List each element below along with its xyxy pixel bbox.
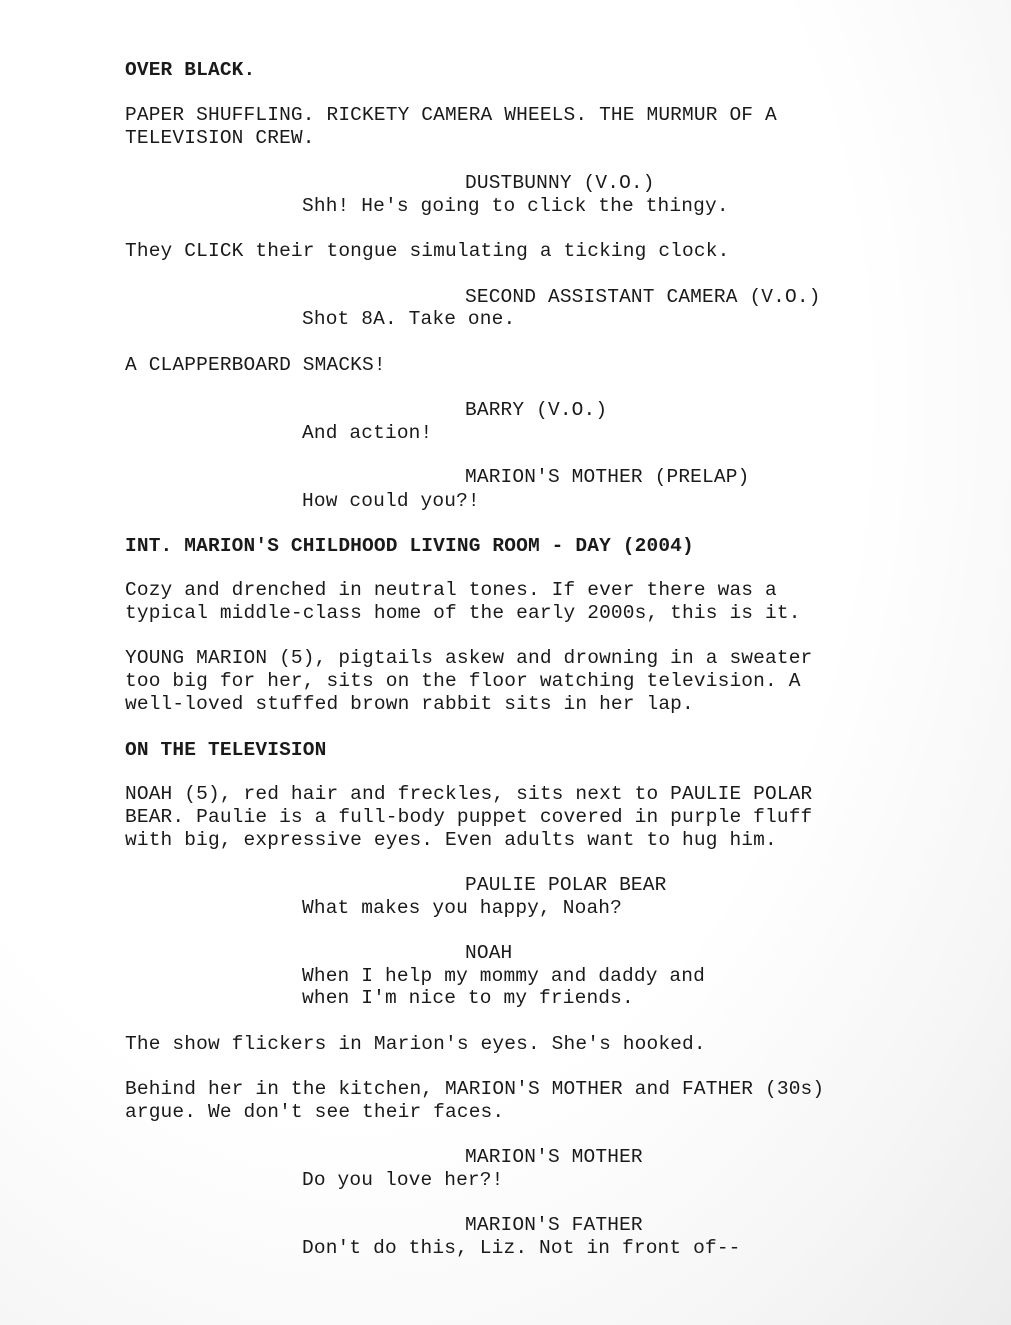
subheading: ON THE TELEVISION — [125, 739, 327, 761]
dialogue-line: What makes you happy, Noah? — [302, 897, 623, 919]
action-line: A CLAPPERBOARD SMACKS! — [125, 354, 386, 376]
action-line: YOUNG MARION (5), pigtails askew and drowning in a sweater — [125, 647, 813, 669]
dialogue-line: when I'm nice to my friends. — [302, 987, 634, 1009]
action-line: NOAH (5), red hair and freckles, sits next to PAULIE POLAR — [125, 783, 813, 805]
action-line: They CLICK their tongue simulating a ticking clock. — [125, 240, 730, 262]
dialogue-line: When I help my mommy and daddy and — [302, 965, 705, 987]
character-cue: SECOND ASSISTANT CAMERA (V.O.) — [465, 286, 821, 308]
action-line: PAPER SHUFFLING. RICKETY CAMERA WHEELS. THE MURMUR OF A — [125, 104, 777, 126]
action-line: The show flickers in Marion's eyes. She's hooked. — [125, 1033, 706, 1055]
character-cue: MARION'S FATHER — [465, 1214, 643, 1236]
action-line: too big for her, sits on the floor watching television. A — [125, 670, 801, 692]
action-line: BEAR. Paulie is a full-body puppet covered in purple fluff — [125, 806, 813, 828]
dialogue-line: Shh! He's going to click the thingy. — [302, 195, 729, 217]
character-cue: NOAH — [465, 942, 513, 964]
action-line: Behind her in the kitchen, MARION'S MOTHER and FATHER (30s) — [125, 1078, 825, 1100]
transition: OVER BLACK. — [125, 59, 256, 81]
character-cue: PAULIE POLAR BEAR — [465, 874, 667, 896]
character-cue: BARRY (V.O.) — [465, 399, 608, 421]
dialogue-line: Do you love her?! — [302, 1169, 504, 1191]
action-line: Cozy and drenched in neutral tones. If ever there was a — [125, 579, 777, 601]
action-line: with big, expressive eyes. Even adults want to hug him. — [125, 829, 777, 851]
dialogue-line: Don't do this, Liz. Not in front of-- — [302, 1237, 741, 1259]
character-cue: MARION'S MOTHER (PRELAP) — [465, 466, 750, 488]
scene-heading: INT. MARION'S CHILDHOOD LIVING ROOM - DAY (2004) — [125, 535, 694, 557]
dialogue-line: How could you?! — [302, 490, 480, 512]
dialogue-line: Shot 8A. Take one. — [302, 308, 516, 330]
action-line: typical middle-class home of the early 2000s, this is it. — [125, 602, 801, 624]
character-cue: MARION'S MOTHER — [465, 1146, 643, 1168]
action-line: TELEVISION CREW. — [125, 127, 315, 149]
character-cue: DUSTBUNNY (V.O.) — [465, 172, 655, 194]
action-line: argue. We don't see their faces. — [125, 1101, 505, 1123]
dialogue-line: And action! — [302, 422, 433, 444]
action-line: well-loved stuffed brown rabbit sits in her lap. — [125, 693, 694, 715]
